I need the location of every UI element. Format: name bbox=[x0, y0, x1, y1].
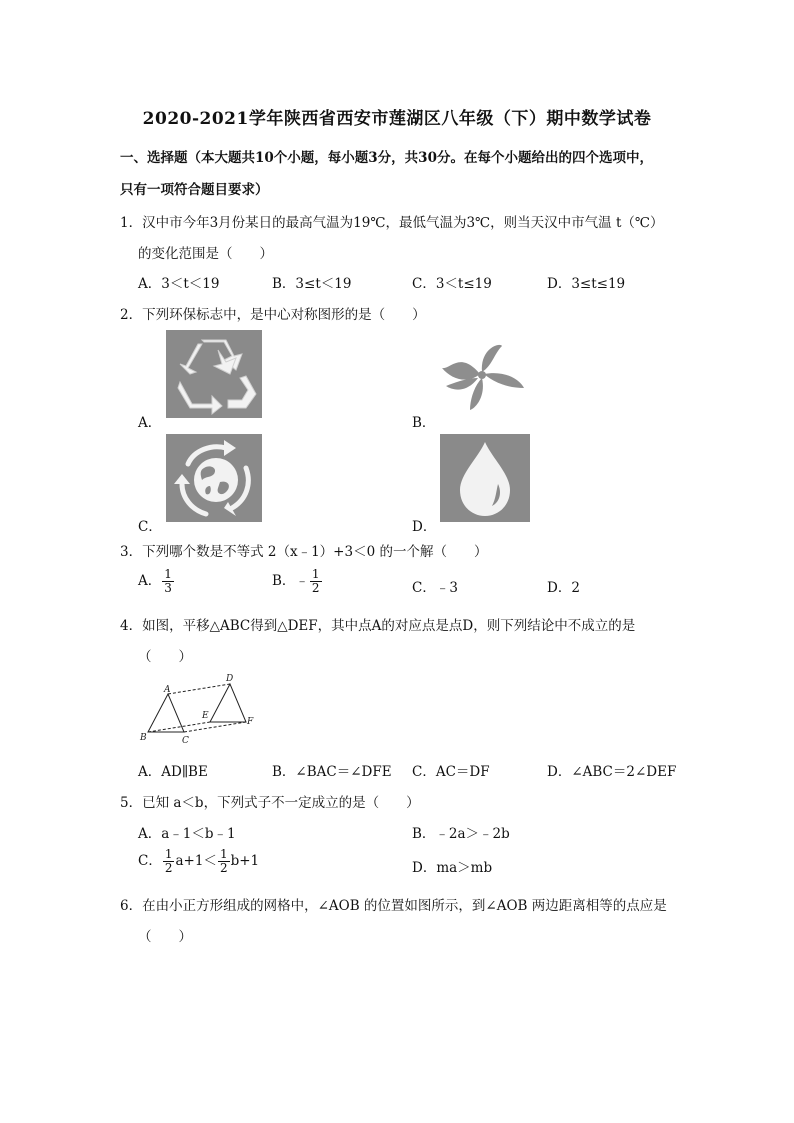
q4-stem-line1: 4．如图，平移△ABC得到△DEF，其中点A的对应点是点D，则下列结论中不成立的是 bbox=[120, 618, 636, 634]
fraction-numerator: 1 bbox=[164, 847, 173, 861]
q4-option-d: D．∠ABC＝2∠DEF bbox=[547, 764, 677, 780]
section-heading-line2: 只有一项符合题目要求） bbox=[120, 182, 269, 198]
translation-triangle-figure bbox=[138, 672, 268, 750]
figure-label-d: D bbox=[226, 674, 234, 684]
q5-option-c-middle: a+1＜ bbox=[175, 853, 217, 869]
page-title: 2020-2021学年陕西省西安市莲湖区八年级（下）期中数学试卷 bbox=[142, 109, 652, 129]
q5-option-c-fraction-2 bbox=[218, 848, 230, 875]
q1-stem-line1: 1．汉中市今年3月份某日的最高气温为19℃，最低气温为3℃，则当天汉中市气温 t（℃） bbox=[120, 215, 664, 231]
q2-option-b: B． bbox=[412, 415, 436, 431]
q3-option-b-fraction bbox=[310, 568, 322, 595]
fraction-denominator: 2 bbox=[311, 581, 320, 595]
recycle-symbol-image bbox=[166, 330, 262, 418]
figure-label-a: A bbox=[164, 685, 171, 695]
q4-option-a: A．AD∥BE bbox=[138, 764, 208, 780]
q6-stem-line1: 6．在由小正方形组成的网格中，∠AOB 的位置如图所示，到∠AOB 两边距离相等的点应是 bbox=[120, 898, 667, 914]
figure-label-f: F bbox=[247, 717, 254, 727]
q3-option-b bbox=[272, 568, 323, 595]
q4-option-b: B．∠BAC＝∠DFE bbox=[272, 764, 392, 780]
q1-stem-line2: 的变化范围是（ ） bbox=[138, 246, 273, 262]
q3-option-b-label: B．﹣ bbox=[272, 573, 309, 589]
fraction-denominator: 2 bbox=[164, 861, 173, 875]
figure-label-c: C bbox=[182, 736, 189, 746]
q6-stem-line2: （ ） bbox=[138, 929, 192, 945]
q3-option-a-fraction bbox=[162, 568, 174, 595]
q2-stem: 2．下列环保标志中，是中心对称图形的是（ ） bbox=[120, 307, 426, 323]
fraction-numerator: 1 bbox=[219, 847, 228, 861]
q5-option-c-label: C． bbox=[138, 853, 162, 869]
q4-stem-line2: （ ） bbox=[138, 649, 192, 665]
q1-option-d: D．3≤t≤19 bbox=[547, 276, 626, 292]
q1-option-a: A．3＜t＜19 bbox=[138, 276, 220, 292]
q5-option-c bbox=[138, 848, 259, 875]
q5-option-c-end: b+1 bbox=[230, 853, 260, 869]
figure-label-e: E bbox=[202, 711, 209, 721]
fraction-numerator: 1 bbox=[311, 567, 320, 581]
figure-label-b: B bbox=[140, 733, 147, 743]
q1-option-b: B．3≤t＜19 bbox=[272, 276, 352, 292]
fraction-numerator: 1 bbox=[164, 567, 172, 581]
q2-option-a: A． bbox=[138, 415, 162, 431]
q3-option-a bbox=[138, 568, 175, 595]
q5-option-c-fraction-1 bbox=[163, 848, 175, 875]
q2-option-d: D． bbox=[412, 519, 437, 535]
fraction-denominator: 3 bbox=[164, 581, 172, 595]
q5-option-b: B．﹣2a＞﹣2b bbox=[412, 826, 510, 842]
section-heading-line1: 一、选择题（本大题共10个小题，每小题3分，共30分。在每个小题给出的四个选项中， bbox=[120, 150, 653, 166]
globe-arrows-symbol-image bbox=[166, 434, 262, 522]
q5-option-d: D．ma＞mb bbox=[412, 860, 493, 876]
fraction-denominator: 2 bbox=[219, 861, 228, 875]
q3-option-a-label: A． bbox=[138, 573, 162, 589]
q3-stem: 3．下列哪个数是不等式 2（x﹣1）+3＜0 的一个解（ ） bbox=[120, 544, 488, 560]
q3-option-c: C．﹣3 bbox=[412, 580, 458, 596]
q1-option-c: C．3＜t≤19 bbox=[412, 276, 492, 292]
q5-stem: 5．已知 a＜b，下列式子不一定成立的是（ ） bbox=[120, 795, 420, 811]
flower-symbol-image bbox=[440, 340, 526, 412]
q3-option-d: D．2 bbox=[547, 580, 580, 596]
water-drop-symbol-image bbox=[440, 434, 530, 522]
q4-option-c: C．AC＝DF bbox=[412, 764, 490, 780]
q5-option-a: A．a﹣1＜b﹣1 bbox=[138, 826, 236, 842]
q2-option-c: C． bbox=[138, 519, 162, 535]
